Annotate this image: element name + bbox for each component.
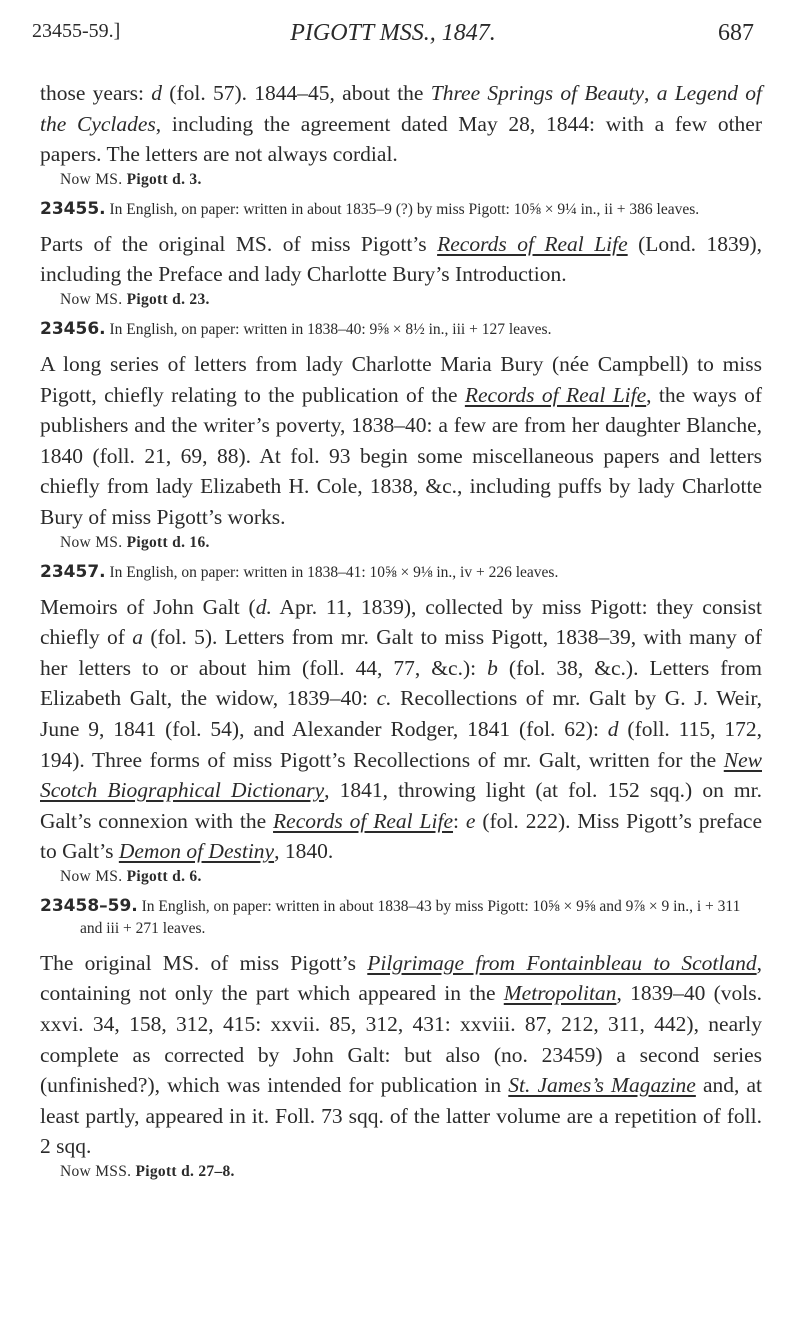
- shelfmark: Now MS. Pigott d. 6.: [60, 867, 202, 885]
- entry-body-23456: A long series of letters from lady Charlotte Maria Bury (née Campbell) to miss Pigott, chiefly relating to the publication of the Records of Real Life, the ways of publishers and the writer’s poverty, 1838–40: a few are from her daughter Blanche, 1840 (foll. 21, 69, 88). At fol. 93 begin some miscellaneous papers and letters chiefly from lady Elizabeth H. Cole, 1838, &c., including puffs by lady Charlotte Bury of miss Pigott’s works.: [40, 351, 762, 529]
- running-header: [32, 20, 754, 60]
- entry-heading-23457: 23457. In English, on paper: written in 1838–41: 10⅝ × 9⅛ in., iv + 226 leaves.: [40, 561, 559, 582]
- entry-heading-23455: 23455. In English, on paper: written in about 1835–9 (?) by miss Pigott: 10⅝ × 9¼ in., ii + 386 leaves.: [40, 198, 700, 219]
- entry-body-23458-59: The original MS. of miss Pigott’s Pilgrimage from Fontainbleau to Scotland, containing not only the part which appeared in the Metropolitan, 1839–40 (vols. xxvi. 34, 158, 312, 415: xxvii. 85, 312, 431: xxviii. 87, 212, 311, 442), nearly complete as corrected by John Galt: but also (no. 23459) a second series (unfinished?), which was intended for publication in St. James’s Magazine and, at least partly, appeared in it. Foll. 73 sqq. of the latter volume are a repetition of foll. 2 sqq.: [40, 950, 762, 1159]
- entry-number: 23455.: [40, 198, 106, 219]
- shelfmark: Now MSS. Pigott d. 27–8.: [60, 1163, 235, 1181]
- shelfmark: Now MS. Pigott d. 16.: [60, 533, 210, 551]
- entry-number: 23458–59.: [40, 895, 138, 916]
- shelfmark: Now MS. Pigott d. 23.: [60, 290, 210, 308]
- entry-heading-23456: 23456. In English, on paper: written in 1838–40: 9⅝ × 8½ in., iii + 127 leaves.: [40, 318, 552, 339]
- entry-number: 23456.: [40, 318, 106, 339]
- entry-number: 23457.: [40, 561, 106, 582]
- header-shelfmark-range: 23455-59.]: [32, 20, 121, 42]
- shelfmark: Now MS. Pigott d. 3.: [60, 170, 202, 188]
- entry-body-23455: Parts of the original MS. of miss Pigott’s Records of Real Life (Lond. 1839), including the Preface and lady Charlotte Bury’s Introduction.: [40, 231, 763, 287]
- entry-heading-23458-59: 23458–59. In English, on paper: written in about 1838–43 by miss Pigott: 10⅝ × 9⅝ and 9⅞ × 9 in., i + 311 and iii + 271 leaves.: [40, 895, 741, 937]
- entry-body-23457: Memoirs of John Galt (d. Apr. 11, 1839), collected by miss Pigott: they consist chiefly of a (fol. 5). Letters from mr. Galt to miss Pigott, 1838–39, with many of her letters to or about him (foll. 44, 77, &c.): b (fol. 38, &c.). Letters from Elizabeth Galt, the widow, 1839–40: c. Recollections of mr. Galt by G. J. Weir, June 9, 1841 (fol. 54), and Alexander Rodger, 1841 (fol. 62): d (foll. 115, 172, 194). Three forms of miss Pigott’s Recollections of mr. Galt, written for the New Scotch Biographical Dictionary, 1841, throwing light (at fol. 152 sqq.) on mr. Galt’s connexion with the Records of Real Life: e (fol. 222). Miss Pigott’s preface to Galt’s Demon of Destiny, 1840.: [40, 594, 763, 864]
- intro-paragraph: those years: d (fol. 57). 1844–45, about the Three Springs of Beauty, a Legend of the Cyclades, including the agreement dated May 28, 1844: with a few other papers. The letters are not always cordial.: [40, 81, 763, 167]
- catalogue-body: [40, 78, 762, 1190]
- header-title: PIGOTT MSS., 1847.: [290, 20, 496, 46]
- page-number: 687: [718, 20, 754, 46]
